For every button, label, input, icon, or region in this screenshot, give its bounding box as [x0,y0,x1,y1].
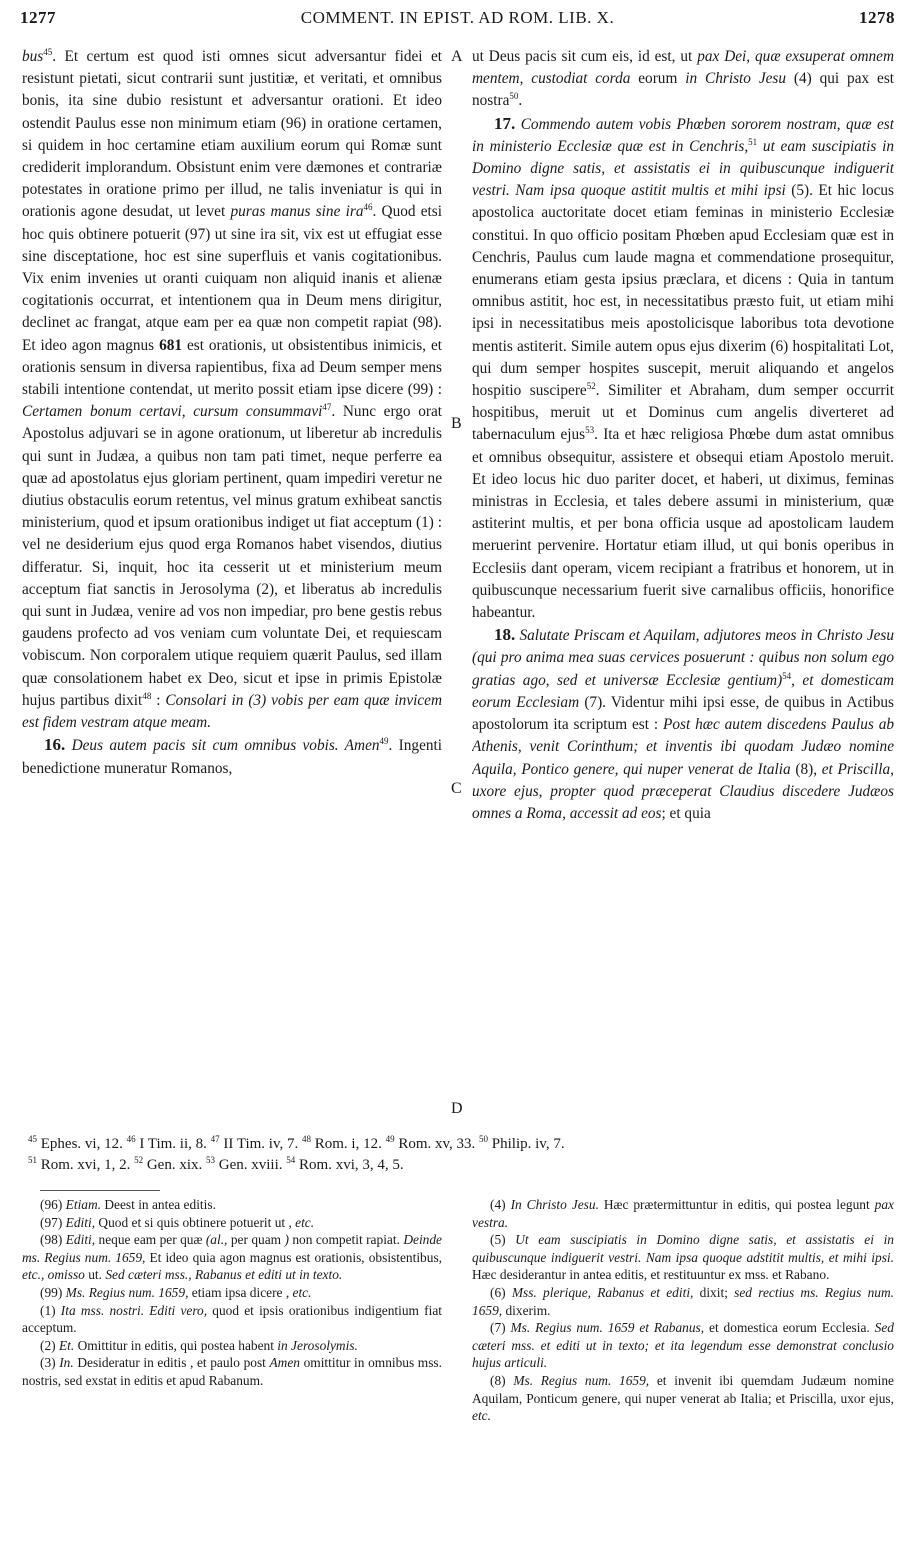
critical-note [22,1284,442,1302]
margin-letter-b: B [451,415,462,432]
note-text: etc., omisso [22,1267,89,1283]
note-text: Deest in antea editis. [104,1197,216,1212]
italic-text: bus [22,48,44,65]
note-text: sed rectius ms. Regius num. 1659, [472,1284,894,1318]
note-text: Ut eam suscipiatis in Domino digne satis, et assistatis ei in quibuscunque indiguerit vestri. Nam ipsa quoque adstitit multis, et mihi ipsi. [472,1232,894,1265]
reference-number: 54 [286,1155,296,1165]
reference-text: Ephes. vi, 12. [37,1136,127,1152]
note-text: Et ideo quia agon magnus est orationis, obsistentibus, [149,1249,442,1265]
quotation: in Christo Jesu [685,70,787,88]
note-text: Mss. plerique, Rabanus et editi, [511,1284,700,1300]
paragraph [472,624,894,825]
critical-notes-right [472,1196,894,1526]
footnote-marker: 49 [379,736,389,747]
body-text: . Similiter et Abraham, dum semper occurrit hospitibus, meruit ut et Dominus cum angelis diverteret ad tabernaculum ejus [472,382,894,444]
note-text: Et. [58,1337,78,1353]
body-text: est orationis, ut obsistentibus inimicis, et orationis sensum in diversa rapientibus, fixa ad Deum semper mens stabili intentione contendat, ut merito possit etiam ipse dicere (99) : [22,336,442,399]
note-text: etc. [472,1408,491,1424]
reference-text: Rom. xvi, 1, 2. [37,1157,135,1173]
reference-number: 52 [134,1155,144,1165]
body-text: . Ingenti benedictione muneratur Romanos, [22,737,442,777]
note-text: pax vestra. [472,1197,894,1230]
note-text: Hæc desiderantur in antea editis, et restituuntur ex mss. et Rabano. [472,1267,830,1283]
note-text: Sed cæteri mss., Rabanus et editi ut in texto. [105,1267,343,1283]
critical-note [22,1337,442,1355]
reference-text: Rom. i, 12. [311,1136,386,1152]
note-text: Editi, [65,1214,99,1230]
body-text: (4) qui pax est nostra [472,70,894,110]
scripture-reference [479,1136,565,1152]
body-text: ; et quia [661,804,711,822]
critical-note [472,1196,894,1231]
paragraph [22,46,442,734]
quotation: pax Dei, quæ exsuperat omnem mentem, custodiat corda [472,48,894,88]
right-text-column [472,46,894,1126]
note-text: Sed cæteri mss. et editi ut in texto; et ita legendum esse demonstrat conclusio hujus articuli. [472,1320,894,1371]
footnote-marker: 51 [748,136,758,147]
verse-text: Deus autem pacis sit cum omnibus vobis. Amen [71,737,380,755]
note-text: Deinde ms. Regius num. 1659, [22,1232,442,1265]
reference-text: II Tim. iv, 7. [219,1136,302,1152]
note-text: Amen [269,1355,304,1371]
footnote-divider [40,1190,160,1191]
note-number: (98) [40,1232,66,1248]
reference-text: Rom. xv, 33. [394,1136,480,1152]
note-number: (8) [490,1372,514,1388]
scripture-reference [28,1136,127,1152]
note-text: Ms. Regius num. 1659 et Rabanus, [510,1320,710,1336]
note-text: Omittitur in editis, qui postea habent [77,1337,278,1353]
body-text: . Ita et hæc religiosa Phœbe dum astat omnibus et omnibus obsequitur, assistere et obsequi etiam Apostolo meruit. Et ideo locus hic duo pariter docet, et haberi, ut diximus, feminas ministras in Ecclesia, et tales debere assumi in ministerium, quæ astiterint multis, et per bona officia usque ad apostolicam laudem meruerint pervenire. Hortatur etiam illud, ut qui bonis operibus in Ecclesiis dant operam, vicem recipiant a fratribus et honorem, ut in quibuscunque necessarium fuerit sive carnalibus officiis, honorifice habeantur. [472,426,894,622]
note-number: (97) [40,1214,66,1230]
note-text: ut. [88,1267,106,1283]
body-text: . Quod etsi hoc quis obtinere potuerit (97) ut sine ira sit, vix est ut effugiat esse sine disceptatione, hoc est sine superfluis et vanis cogitationibus. Vix enim invenies ut oranti cuiquam non aliquid inanis et alienæ cogitationis occurrat, et intentionem qua in Deum mens dirigitur, declinet ac frangat, atque eam per ea quæ non competit rapiat (98). Et ideo agon magnus [22,203,442,354]
note-text: per quam [230,1232,285,1248]
running-title: COMMENT. IN EPIST. AD ROM. LIB. X. [300,8,615,27]
critical-note [472,1284,894,1319]
critical-note [472,1231,894,1284]
note-text: quod et ipsis orationibus indigentium fiat acceptum. [22,1302,442,1336]
paragraph [22,734,442,779]
critical-note [22,1196,442,1214]
note-text: In Christo Jesu. [510,1197,604,1212]
critical-note [22,1231,442,1284]
note-text: etiam ipsa dicere [191,1284,286,1300]
verse-number: 18. [494,625,516,645]
note-number: (5) [490,1232,516,1248]
reference-number: 48 [302,1134,311,1144]
note-text: (al., [205,1232,231,1248]
scripture-reference [134,1157,206,1173]
note-text: Hæc prætermittuntur in editis, qui postea legunt [603,1197,875,1212]
note-text: Desideratur in editis , et paulo post [77,1355,270,1371]
reference-number: 47 [210,1134,220,1144]
verse-number: 16. [44,735,66,755]
note-number: (4) [490,1197,511,1212]
note-number: (6) [490,1284,512,1300]
reference-number: 51 [28,1155,37,1165]
reference-text: Rom. xvi, 3, 4, 5. [295,1157,404,1173]
verse-text: ut eam suscipiatis in Domino digne satis, et assistatis ei in quibuscunque indiguerit vestri. Nam ipsa quoque astitit multis et mihi ipsi [472,137,894,200]
footnote-marker: 46 [363,202,373,213]
quotation: puras manus sine ira [230,203,364,221]
running-header [20,8,895,34]
reference-text: Gen. xix. [143,1157,207,1173]
left-text-column [22,46,442,1126]
note-text: Editi, [65,1232,99,1248]
footnote-marker: 45 [43,46,53,57]
reference-number: 49 [385,1134,395,1144]
footnote-marker: 52 [586,380,596,391]
critical-note [22,1214,442,1232]
verse-text: , et domesticam eorum Ecclesiam [472,671,894,711]
note-text: in Jerosolymis. [277,1337,358,1353]
quotation: Certamen bonum certavi, cursum consummavi [22,403,323,421]
footnote-marker: 47 [322,402,332,413]
note-text: dixerim. [505,1302,551,1318]
verse-text: Commendo autem vobis Phœben sororem nostram, quæ est in ministerio Ecclesiæ quæ est in Cenchris, [472,115,894,155]
paragraph [472,113,894,625]
reference-text: I Tim. ii, 8. [135,1136,211,1152]
verse-number: 17. [494,113,516,133]
note-text: Ms. Regius num. 1659, [513,1372,657,1388]
critical-note [472,1372,894,1425]
note-text: Ms. Regius num. 1659, [65,1284,192,1300]
reference-number: 45 [28,1134,37,1144]
note-text: neque eam per quæ [98,1232,206,1248]
scripture-reference [206,1157,286,1173]
scripture-references [28,1134,901,1180]
body-text: eorum [638,70,678,88]
note-number: (7) [490,1320,511,1336]
note-number: (99) [40,1284,66,1300]
critical-note [22,1302,442,1337]
scripture-reference [127,1136,211,1152]
critical-note [472,1319,894,1372]
note-number: (3) [40,1355,60,1371]
column-marker: 681 [159,336,183,354]
note-text: et invenit ibi quemdam Judæum nomine Aquilam, Ponticum genere, qui nuper venerat ab Italia; et Priscilla, uxor ejus, [472,1372,894,1406]
page-number-right: 1278 [859,8,895,27]
note-text: Ita mss. nostri. Editi vero, [60,1302,213,1318]
note-text: ) [284,1232,293,1248]
note-text: , etc. [285,1284,312,1300]
scripture-reference [286,1157,403,1173]
body-text: . [518,92,523,110]
note-number: (96) [40,1197,66,1212]
footnote-marker: 54 [782,670,792,681]
note-text: In. [59,1355,78,1371]
quotation: et Priscilla, uxore ejus, propter quod præceperat Claudius discedere Judæos omnes a Roma, accessit ad eos [472,760,894,822]
body-text: (5). Et hic locus apostolica auctoritate docet etiam feminas in ministerio Ecclesiæ constitui. In quo officio positam Phœben apud Ecclesiam quæ est in Cenchris, Paulus cum laude magna et commendatione prosequitur, enumerans etiam gesta ipsius præclara, et dicens : Quia in tantum omnibus astitit, hoc est, in necessitatibus præsto fuit, ut etiam mihi ipsi in necessitatibus meis apostolicisque laboribus tota devotione mentis astiterit. Simile autem opus ejus dixerim (6) hospitalitati Lot, qui dum semper hospites suscepit, meruit aliquando et angelos hospitio suscipere [472,182,894,400]
margin-letter-a: A [451,48,463,65]
body-text: (8), [795,760,818,778]
note-text: , etc. [288,1214,315,1230]
critical-notes-left [22,1196,442,1526]
reference-number: 50 [479,1134,489,1144]
scripture-reference [211,1136,302,1152]
scripture-reference [28,1157,134,1173]
paragraph [472,46,894,113]
note-text: non competit rapiat. [292,1232,404,1248]
body-text: : [151,691,161,709]
reference-number: 53 [206,1155,216,1165]
margin-letter-d: D [451,1100,463,1117]
margin-letter-c: C [451,780,462,797]
page-number-left: 1277 [20,8,56,27]
reference-number: 46 [126,1134,136,1144]
body-text: . Et certum est quod isti omnes sicut adversantur fidei et resistunt pietati, sicut contrarii sunt justitiæ, et veritati, et omnibus bonis, ita sine dubio resistunt et adversantur orationi. Et ideo ostendit Paulus esse non minimum etiam (96) in oratione certamen, si quidem in hoc certamine etiam auxilium eorum qui Romæ sunt crediderit implorandum. Obsistunt enim vere dæmones et contrariæ potestates in oratione primo per illud, ne talis inveniatur is qui in orationis agone desudat, ut levet [22,48,442,221]
body-text: (7). Videntur mihi ipsi esse, de quibus in Actibus apostolorum ita scriptum est : [472,693,894,734]
footnote-marker: 48 [142,690,152,701]
note-text: dixit; [699,1284,735,1300]
note-text: Etiam. [65,1197,105,1212]
note-text: et domestica eorum Ecclesia. [709,1320,875,1336]
critical-note [22,1354,442,1389]
body-text: . Nunc ergo orat Apostolus adjuvari se in agone orationum, ut liberetur ab incredulis qui sunt in Judæa, a quibus non tam pati timet, neque perferre ea quæ ad apostolatus ejus gloriam pertinent, quam impediri veretur ne diutius obstaculis eorum retentus, vel minus gratum exhibeat sanctis ministerium, quod et ipsum orationibus indiget ut fiat acceptum (1) : vel ne desiderium ejus quod erga Romanos habet visendos, diutius differatur. Si, inquit, hoc ita cesserit ut et ministerium meum acceptum fiat sanctis in Jerosolyma (2), et liberatus ab incredulis qui sunt in Judæa, venire ad vos non impediar, pro bene gestis rebus gaudens profecto ad vos veniam cum voluntate Dei, et requiescam vobiscum. Non corporalem utique requiem quærit Paulus, sed illam quæ consolationem habet ex Deo, sicut et ipse in primis Epistolæ hujus partibus dixit [22,403,442,709]
scripture-reference [386,1136,479,1152]
verse-text: Salutate Priscam et Aquilam, adjutores meos in Christo Jesu (qui pro anima mea suas cervices posuerunt : quibus non solum ego gratias ago, sed et universæ Ecclesiæ gentium) [472,627,894,689]
footnote-marker: 50 [509,91,519,102]
note-text: Quod et si quis obtinere potuerit ut [98,1214,289,1230]
scripture-reference [302,1136,386,1152]
reference-text: Gen. xviii. [215,1157,287,1173]
quotation: Post hæc autem discedens Paulus ab Athenis, venit Corinthum; et inventis ibi quodam Judæo nomine Aquila, Pontico genere, qui nuper venerat de Italia [472,716,894,778]
note-text: omittitur in omnibus mss. nostris, sed exstat in editis et apud Rabanum. [22,1355,442,1388]
body-text: ut Deus pacis sit cum eis, id est, ut [472,48,693,65]
footnote-marker: 53 [585,425,595,436]
quotation: Consolari in (3) vobis per eam quæ invicem est fidem vestram atque meam. [22,691,442,732]
note-number: (2) [40,1337,59,1353]
note-number: (1) [40,1302,61,1318]
reference-text: Philip. iv, 7. [488,1136,565,1152]
